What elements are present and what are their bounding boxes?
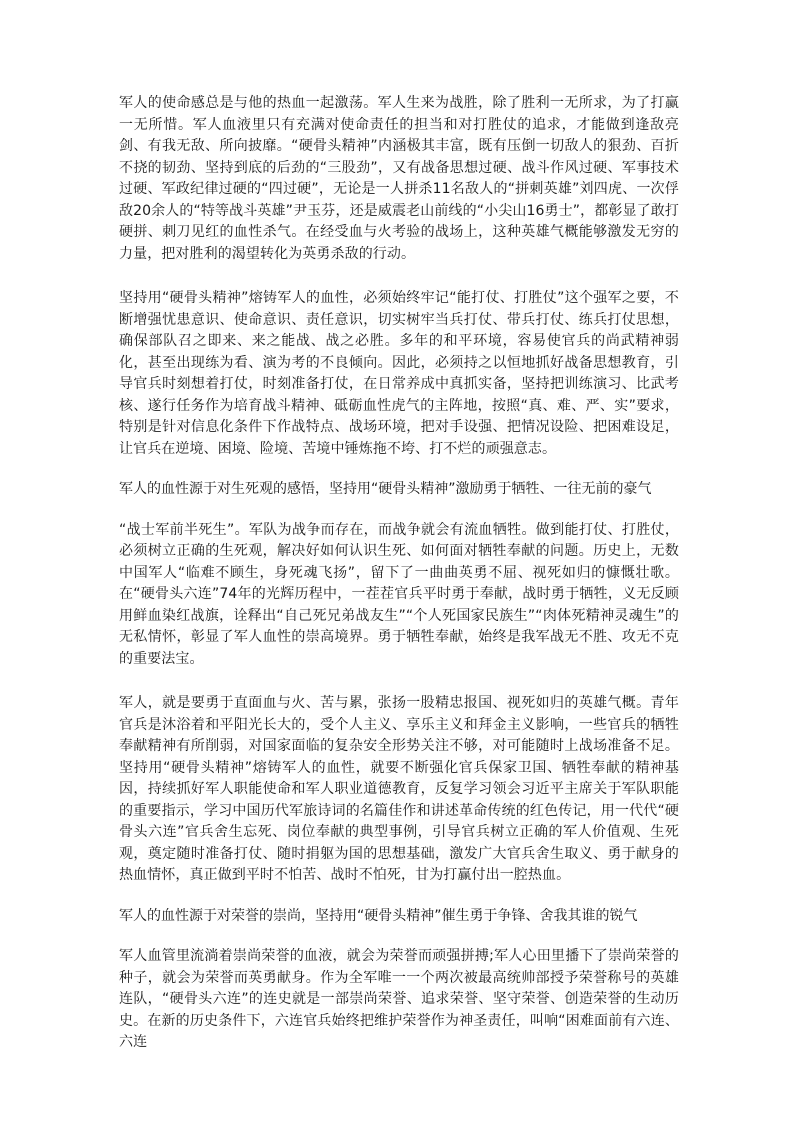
paragraph-3: “战士军前半死生”。军队为战争而存在，而战争就会有流血牺牲。做到能打仗、打胜仗，必须树立正确的生死观，解决好如何认识生死、如何面对牺牲奉献的问题。历史上，无数中国军人“临难不顾生，身死魂飞扬”，留下了一曲曲英勇不屈、视死如归的慷慨壮歌。在“硬骨头六连”74年的光辉历程中，一茬茬官兵平时勇于奉献，战时勇于牺牲，义无反顾用鲜血染红战旗，诠释出“自己死兄弟战友生”“个人死国家民族生”“肉体死精神灵魂生”的无私情怀，彰显了军人血性的崇高境界。勇于牺牲奉献，始终是我军战无不胜、攻无不克的重要法宝。 [119, 521, 679, 667]
paragraph-5: 军人血管里流淌着崇尚荣誉的血液，就会为荣誉而顽强拼搏;军人心田里播下了崇尚荣誉的种子，就会为荣誉而英勇献身。作为全军唯一一个两次被最高统帅部授予荣誉称号的英雄连队，“硬骨头六连”的连史就是一部崇尚荣誉、追求荣誉、坚守荣誉、创造荣誉的生动历史。在新的历史条件下，六连官兵始终把维护荣誉作为神圣责任，叫响“困难面前有六连、六连 [119, 948, 679, 1050]
paragraph-2: 坚持用“硬骨头精神”熔铸军人的血性，必须始终牢记“能打仗、打胜仗”这个强军之要，不断增强忧患意识、使命意识、责任意识，切实树牢当兵打仗、带兵打仗、练兵打仗思想，确保部队召之即来、来之能战、战之必胜。多年的和平环境，容易使官兵的尚武精神弱化，甚至出现练为看、演为考的不良倾向。因此，必须持之以恒地抓好战备思想教育，引导官兵时刻想着打仗，时刻准备打仗，在日常养成中真抓实备，坚持把训练演习、比武考核、遂行任务作为培育战斗精神、砥砺血性虎气的主阵地，按照“真、难、严、实”要求，特别是针对信息化条件下作战特点、战场环境，把对手设强、把情况设险、把困难设足，让官兵在逆境、困境、险境、苦境中锤炼拖不垮、打不烂的顽强意志。 [119, 290, 679, 457]
paragraph-4: 军人，就是要勇于直面血与火、苦与累，张扬一股精忠报国、视死如归的英雄气概。青年官兵是沐浴着和平阳光长大的，受个人主义、享乐主义和拜金主义影响，一些官兵的牺牲奉献精神有所削弱，对国家面临的复杂安全形势关注不够，对可能随时上战场准备不足。坚持用“硬骨头精神”熔铸军人的血性，就要不断强化官兵保家卫国、牺牲奉献的精神基因，持续抓好军人职能使命和军人职业道德教育，反复学习领会习近平主席关于军队职能的重要指示，学习中国历代军旅诗词的名篇佳作和讲述革命传统的红色传记，用一代代“硬骨头六连”官兵舍生忘死、岗位奉献的典型事例，引导官兵树立正确的军人价值观、生死观，奠定随时准备打仗、随时捐躯为国的思想基础，激发广大官兵舍生取义、勇于献身的热血情怀，真正做到平时不怕苦、战时不怕死，甘为打赢付出一腔热血。 [119, 695, 679, 883]
section-heading-1: 军人的血性源于对生死观的感悟，坚持用“硬骨头精神”激励勇于牺牲、一往无前的豪气 [119, 481, 652, 497]
paragraph-1: 军人的使命感总是与他的热血一起激荡。军人生来为战胜，除了胜利一无所求，为了打赢一无所惜。军人血液里只有充满对使命责任的担当和对打胜仗的追求，才能做到逢敌亮剑、有我无敌、所向披靡。“硬骨头精神”内涵极其丰富，既有压倒一切敌人的狠劲、百折不挠的韧劲、坚持到底的后劲的“三股劲”，又有战备思想过硬、战斗作风过硬、军事技术过硬、军政纪律过硬的“四过硬”，无论是一人拼杀11名敌人的“拼刺英雄”刘四虎、一次俘敌20余人的“特等战斗英雄”尹玉芬，还是威震老山前线的“小尖山16勇士”，都彰显了敢打硬拼、刺刀见红的血性杀气。在经受血与火考验的战场上，这种英雄气概能够激发无穷的力量，把对胜利的渴望转化为英勇杀敌的行动。 [119, 95, 679, 262]
document-body [119, 93, 679, 1054]
section-heading-2: 军人的血性源于对荣誉的崇尚，坚持用“硬骨头精神”催生勇于争锋、舍我其谁的锐气 [119, 907, 638, 924]
